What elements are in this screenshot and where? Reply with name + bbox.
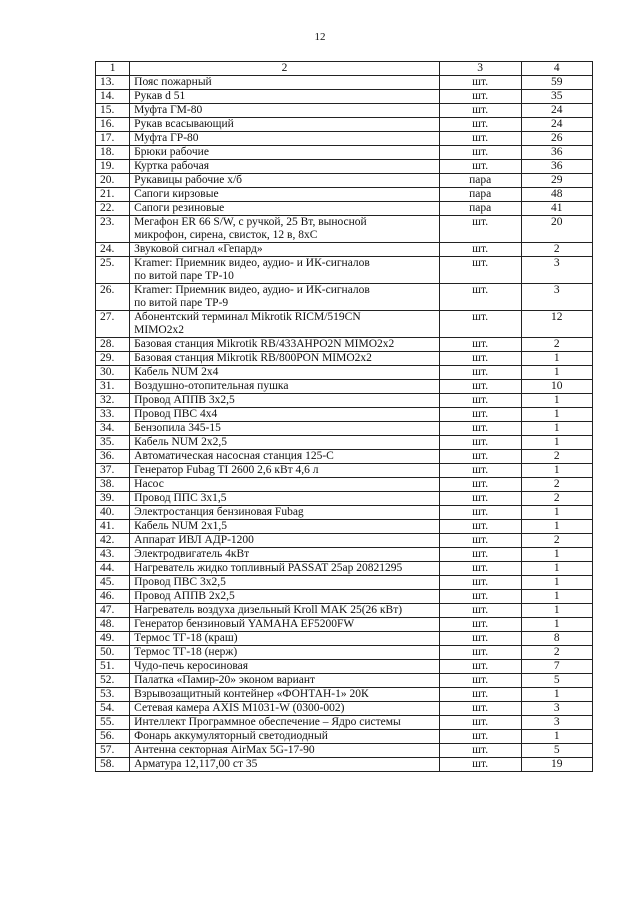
row-quantity: 48 — [521, 188, 592, 202]
row-quantity: 1 — [521, 422, 592, 436]
table-row — [96, 394, 593, 408]
row-unit: шт. — [439, 548, 521, 562]
row-unit: шт. — [439, 534, 521, 548]
row-quantity: 59 — [521, 76, 592, 90]
row-unit: шт. — [439, 464, 521, 478]
row-item-name-text: Рукав всасывающий — [134, 118, 234, 130]
table-row — [96, 436, 593, 450]
table-row — [96, 160, 593, 174]
row-item-name-text: Аппарат ИВЛ АДР-1200 — [134, 534, 254, 546]
row-quantity: 29 — [521, 174, 592, 188]
row-unit: шт. — [439, 366, 521, 380]
row-item-name — [130, 436, 440, 450]
row-number: 25. — [96, 257, 130, 284]
row-quantity: 1 — [521, 590, 592, 604]
row-number: 16. — [96, 118, 130, 132]
row-quantity: 2 — [521, 478, 592, 492]
row-item-name — [130, 104, 440, 118]
row-number: 17. — [96, 132, 130, 146]
row-item-name — [130, 216, 440, 243]
row-item-name — [130, 478, 440, 492]
table-row — [96, 534, 593, 548]
row-number: 57. — [96, 744, 130, 758]
row-number: 14. — [96, 90, 130, 104]
row-item-name — [130, 243, 440, 257]
row-quantity: 1 — [521, 576, 592, 590]
row-item-name-text: Сетевая камера AXIS M1031-W (0300-002) — [134, 702, 345, 714]
row-quantity: 36 — [521, 160, 592, 174]
row-item-name — [130, 618, 440, 632]
table-row — [96, 688, 593, 702]
header-col-2: 2 — [130, 62, 440, 76]
row-number: 53. — [96, 688, 130, 702]
row-item-name — [130, 604, 440, 618]
row-number: 38. — [96, 478, 130, 492]
row-quantity: 2 — [521, 243, 592, 257]
row-number: 58. — [96, 758, 130, 772]
row-quantity: 1 — [521, 562, 592, 576]
table-row — [96, 76, 593, 90]
row-item-name-text: Kramer: Приемник видео, аудио- и ИК-сигналов по витой паре TP-9 — [134, 284, 370, 309]
row-item-name-text: Рукавицы рабочие х/б — [134, 174, 243, 186]
row-item-name-text: Рукав d 51 — [134, 90, 186, 102]
row-unit: шт. — [439, 338, 521, 352]
row-quantity: 41 — [521, 202, 592, 216]
table-row — [96, 646, 593, 660]
table-row — [96, 146, 593, 160]
row-item-name — [130, 548, 440, 562]
row-item-name — [130, 146, 440, 160]
row-item-name-text: Кабель NUM 2x2,5 — [134, 436, 228, 448]
row-unit: шт. — [439, 618, 521, 632]
row-item-name-text: Кабель NUM 2x4 — [134, 366, 219, 378]
row-item-name-text: Базовая станция Mikrotik RB/433AHPO2N MIMO2x2 — [134, 338, 395, 350]
row-number: 35. — [96, 436, 130, 450]
table-row — [96, 660, 593, 674]
row-quantity: 36 — [521, 146, 592, 160]
row-item-name-text: Арматура 12,117,00 ст 35 — [134, 758, 258, 770]
row-quantity: 3 — [521, 257, 592, 284]
row-quantity: 1 — [521, 366, 592, 380]
row-unit: шт. — [439, 146, 521, 160]
row-quantity: 1 — [521, 464, 592, 478]
row-number: 46. — [96, 590, 130, 604]
row-item-name — [130, 257, 440, 284]
row-number: 43. — [96, 548, 130, 562]
row-quantity: 7 — [521, 660, 592, 674]
row-item-name — [130, 702, 440, 716]
row-item-name — [130, 422, 440, 436]
table-row — [96, 202, 593, 216]
row-quantity: 1 — [521, 618, 592, 632]
row-item-name-text: Брюки рабочие — [134, 146, 209, 158]
row-item-name-text: Автоматическая насосная станция 125-С — [134, 450, 334, 462]
row-item-name-text: Сапоги резиновые — [134, 202, 225, 214]
row-item-name-text: Чудо-печь керосиновая — [134, 660, 248, 672]
row-quantity: 3 — [521, 284, 592, 311]
row-unit: шт. — [439, 132, 521, 146]
row-unit: шт. — [439, 576, 521, 590]
table-row — [96, 674, 593, 688]
row-quantity: 5 — [521, 744, 592, 758]
table-row — [96, 408, 593, 422]
row-number: 18. — [96, 146, 130, 160]
row-item-name-text: Пояс пожарный — [134, 76, 212, 88]
row-unit: шт. — [439, 243, 521, 257]
row-unit: шт. — [439, 118, 521, 132]
row-item-name-text: Абонентский терминал Mikrotik RICM/519CN MIMO2x2 — [134, 311, 361, 336]
row-quantity: 12 — [521, 311, 592, 338]
table-row — [96, 744, 593, 758]
row-quantity: 26 — [521, 132, 592, 146]
row-unit: шт. — [439, 284, 521, 311]
table-row — [96, 174, 593, 188]
row-item-name — [130, 188, 440, 202]
row-unit: шт. — [439, 492, 521, 506]
table-row — [96, 104, 593, 118]
table-row — [96, 380, 593, 394]
row-item-name-text: Термос ТГ-18 (нерж) — [134, 646, 238, 658]
row-unit: шт. — [439, 702, 521, 716]
table-row — [96, 590, 593, 604]
row-item-name-text: Генератор Fubag TI 2600 2,6 кВт 4,6 л — [134, 464, 319, 476]
row-unit: шт. — [439, 394, 521, 408]
row-number: 13. — [96, 76, 130, 90]
row-unit: шт. — [439, 104, 521, 118]
row-item-name-text: Бензопила 345-15 — [134, 422, 221, 434]
row-unit: шт. — [439, 160, 521, 174]
row-number: 34. — [96, 422, 130, 436]
row-item-name-text: Муфта ГМ-80 — [134, 104, 203, 116]
row-unit: шт. — [439, 758, 521, 772]
row-item-name — [130, 646, 440, 660]
row-unit: шт. — [439, 257, 521, 284]
row-number: 49. — [96, 632, 130, 646]
row-item-name-text: Воздушно-отопительная пушка — [134, 380, 289, 392]
row-item-name-text: Провод ПВС 3x2,5 — [134, 576, 226, 588]
row-item-name-text: Насос — [134, 478, 164, 490]
row-item-name-text: Мегафон ER 66 S/W, с ручкой, 25 Вт, выносной микрофон, сирена, свисток, 12 в, 8хС — [134, 216, 367, 241]
table-row — [96, 450, 593, 464]
row-unit: шт. — [439, 380, 521, 394]
row-quantity: 24 — [521, 104, 592, 118]
row-unit: пара — [439, 188, 521, 202]
row-unit: шт. — [439, 408, 521, 422]
row-item-name — [130, 576, 440, 590]
row-unit: шт. — [439, 478, 521, 492]
row-number: 33. — [96, 408, 130, 422]
table-row — [96, 478, 593, 492]
row-number: 30. — [96, 366, 130, 380]
table-row — [96, 188, 593, 202]
row-unit: шт. — [439, 632, 521, 646]
row-number: 45. — [96, 576, 130, 590]
row-quantity: 5 — [521, 674, 592, 688]
row-item-name — [130, 758, 440, 772]
row-item-name-text: Провод ППС 3x1,5 — [134, 492, 227, 504]
row-quantity: 1 — [521, 408, 592, 422]
table-row — [96, 562, 593, 576]
row-number: 29. — [96, 352, 130, 366]
table-row — [96, 366, 593, 380]
row-number: 41. — [96, 520, 130, 534]
row-number: 20. — [96, 174, 130, 188]
row-item-name-text: Фонарь аккумуляторный светодиодный — [134, 730, 328, 742]
row-number: 19. — [96, 160, 130, 174]
row-item-name — [130, 366, 440, 380]
row-quantity: 1 — [521, 352, 592, 366]
row-number: 51. — [96, 660, 130, 674]
row-item-name — [130, 590, 440, 604]
row-item-name — [130, 730, 440, 744]
row-item-name-text: Электростанция бензиновая Fubag — [134, 506, 304, 518]
row-item-name-text: Муфта ГР-80 — [134, 132, 199, 144]
row-number: 52. — [96, 674, 130, 688]
row-item-name-text: Куртка рабочая — [134, 160, 210, 172]
row-quantity: 2 — [521, 646, 592, 660]
row-item-name — [130, 118, 440, 132]
row-item-name — [130, 716, 440, 730]
row-quantity: 1 — [521, 548, 592, 562]
row-item-name-text: Звуковой сигнал «Гепард» — [134, 243, 263, 255]
table-row — [96, 730, 593, 744]
table-row — [96, 90, 593, 104]
table-row — [96, 352, 593, 366]
row-item-name-text: Генератор бензиновый YAMAHA EF5200FW — [134, 618, 355, 630]
table-row — [96, 284, 593, 311]
row-unit: шт. — [439, 674, 521, 688]
row-item-name-text: Kramer: Приемник видео, аудио- и ИК-сигналов по витой паре TP-10 — [134, 257, 370, 282]
row-number: 21. — [96, 188, 130, 202]
row-unit: шт. — [439, 311, 521, 338]
row-item-name — [130, 674, 440, 688]
row-unit: шт. — [439, 730, 521, 744]
table-row — [96, 548, 593, 562]
table-row — [96, 506, 593, 520]
table-row — [96, 632, 593, 646]
row-unit: шт. — [439, 76, 521, 90]
row-item-name — [130, 506, 440, 520]
table-row — [96, 492, 593, 506]
row-unit: шт. — [439, 562, 521, 576]
table-row — [96, 118, 593, 132]
row-quantity: 2 — [521, 338, 592, 352]
row-item-name-text: Интеллект Программное обеспечение – Ядро системы — [134, 716, 401, 728]
row-number: 28. — [96, 338, 130, 352]
row-number: 48. — [96, 618, 130, 632]
row-quantity: 1 — [521, 688, 592, 702]
row-quantity: 3 — [521, 716, 592, 730]
row-number: 36. — [96, 450, 130, 464]
row-item-name — [130, 76, 440, 90]
row-number: 24. — [96, 243, 130, 257]
row-item-name — [130, 90, 440, 104]
row-item-name-text: Взрывозащитный контейнер «ФОНТАН-1» 20К — [134, 688, 369, 700]
row-number: 23. — [96, 216, 130, 243]
row-item-name — [130, 688, 440, 702]
row-item-name — [130, 408, 440, 422]
row-number: 22. — [96, 202, 130, 216]
row-quantity: 2 — [521, 534, 592, 548]
row-item-name — [130, 520, 440, 534]
row-number: 50. — [96, 646, 130, 660]
row-quantity: 24 — [521, 118, 592, 132]
row-quantity: 35 — [521, 90, 592, 104]
row-unit: шт. — [439, 716, 521, 730]
row-item-name — [130, 492, 440, 506]
table-row — [96, 576, 593, 590]
row-number: 31. — [96, 380, 130, 394]
row-item-name — [130, 660, 440, 674]
row-quantity: 1 — [521, 506, 592, 520]
row-item-name — [130, 338, 440, 352]
row-item-name — [130, 160, 440, 174]
row-unit: шт. — [439, 590, 521, 604]
row-quantity: 1 — [521, 520, 592, 534]
header-col-3: 3 — [439, 62, 521, 76]
row-item-name — [130, 562, 440, 576]
row-number: 15. — [96, 104, 130, 118]
row-item-name — [130, 174, 440, 188]
row-quantity: 8 — [521, 632, 592, 646]
row-item-name-text: Базовая станция Mikrotik RB/800PON MIMO2x2 — [134, 352, 372, 364]
row-number: 26. — [96, 284, 130, 311]
row-number: 27. — [96, 311, 130, 338]
row-quantity: 1 — [521, 604, 592, 618]
row-item-name — [130, 394, 440, 408]
table-row — [96, 716, 593, 730]
row-unit: пара — [439, 174, 521, 188]
row-item-name-text: Палатка «Памир-20» эконом вариант — [134, 674, 316, 686]
row-item-name-text: Термос ТГ-18 (крaш) — [134, 632, 238, 644]
header-col-1: 1 — [96, 62, 130, 76]
row-item-name-text: Антенна секторная AirMax 5G-17-90 — [134, 744, 315, 756]
table-row — [96, 604, 593, 618]
table-row — [96, 464, 593, 478]
row-number: 42. — [96, 534, 130, 548]
row-item-name-text: Электродвигатель 4кВт — [134, 548, 250, 560]
row-item-name-text: Провод АППВ 2x2,5 — [134, 590, 235, 602]
row-quantity: 10 — [521, 380, 592, 394]
table-row — [96, 311, 593, 338]
row-number: 44. — [96, 562, 130, 576]
row-unit: шт. — [439, 520, 521, 534]
row-item-name-text: Нагреватель жидко топливный PASSAT 25ap 20821295 — [134, 562, 403, 574]
row-quantity: 1 — [521, 394, 592, 408]
row-quantity: 2 — [521, 492, 592, 506]
row-unit: шт. — [439, 90, 521, 104]
row-item-name — [130, 464, 440, 478]
row-number: 54. — [96, 702, 130, 716]
row-number: 47. — [96, 604, 130, 618]
row-unit: шт. — [439, 660, 521, 674]
row-unit: шт. — [439, 422, 521, 436]
table-header-row — [96, 62, 593, 76]
row-item-name — [130, 534, 440, 548]
row-quantity: 19 — [521, 758, 592, 772]
table-row — [96, 618, 593, 632]
header-col-4: 4 — [521, 62, 592, 76]
table-row — [96, 243, 593, 257]
row-number: 39. — [96, 492, 130, 506]
row-item-name — [130, 450, 440, 464]
table-row — [96, 422, 593, 436]
row-unit: шт. — [439, 688, 521, 702]
table-row — [96, 520, 593, 534]
row-number: 40. — [96, 506, 130, 520]
row-item-name — [130, 352, 440, 366]
row-unit: шт. — [439, 450, 521, 464]
row-quantity: 3 — [521, 702, 592, 716]
row-item-name — [130, 202, 440, 216]
row-item-name — [130, 380, 440, 394]
row-item-name-text: Провод АППВ 3x2,5 — [134, 394, 235, 406]
row-unit: шт. — [439, 506, 521, 520]
row-item-name — [130, 744, 440, 758]
row-quantity: 2 — [521, 450, 592, 464]
row-item-name-text: Провод ПВС 4x4 — [134, 408, 218, 420]
table-row — [96, 132, 593, 146]
table-row — [96, 338, 593, 352]
table-row — [96, 702, 593, 716]
row-unit: шт. — [439, 604, 521, 618]
row-unit: шт. — [439, 744, 521, 758]
table-row — [96, 216, 593, 243]
row-item-name-text: Кабель NUM 2x1,5 — [134, 520, 228, 532]
row-number: 37. — [96, 464, 130, 478]
row-unit: шт. — [439, 352, 521, 366]
row-unit: шт. — [439, 436, 521, 450]
row-item-name-text: Нагреватель воздуха дизельный Kroll MAK 25(26 кВт) — [134, 604, 403, 616]
row-unit: пара — [439, 202, 521, 216]
row-item-name — [130, 632, 440, 646]
table-row — [96, 257, 593, 284]
row-item-name-text: Сапоги кирзовые — [134, 188, 219, 200]
row-quantity: 1 — [521, 730, 592, 744]
row-quantity: 20 — [521, 216, 592, 243]
inventory-table — [95, 61, 593, 772]
row-unit: шт. — [439, 646, 521, 660]
row-item-name — [130, 284, 440, 311]
row-item-name — [130, 311, 440, 338]
row-number: 56. — [96, 730, 130, 744]
row-number: 32. — [96, 394, 130, 408]
row-number: 55. — [96, 716, 130, 730]
row-item-name — [130, 132, 440, 146]
row-quantity: 1 — [521, 436, 592, 450]
table-row — [96, 758, 593, 772]
page-number: 12 — [314, 31, 326, 43]
row-unit: шт. — [439, 216, 521, 243]
